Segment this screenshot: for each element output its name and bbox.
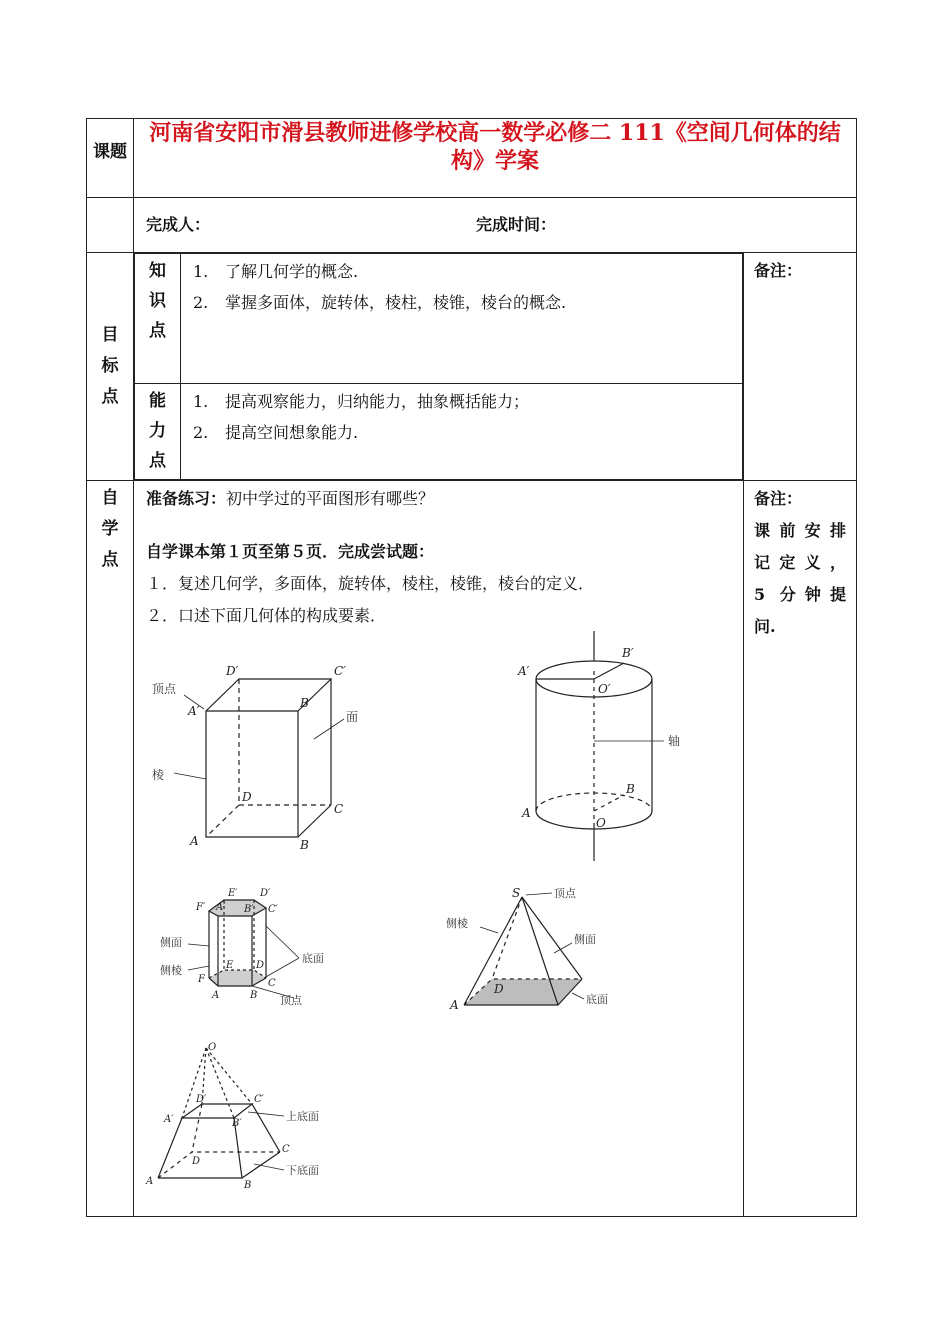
vertex-label: A [522,806,531,820]
part-label: 上底面 [286,1110,319,1123]
vertex-label: B [250,990,258,1001]
part-label: 面 [346,710,359,724]
vertex-label: C [268,978,276,989]
pyramid-figure [434,886,634,1040]
ability-label: 能力点 [135,384,181,480]
vertex-label: B′ [622,646,634,660]
part-label: 侧棱 [160,964,182,977]
assignment-text: 自学课本第１页至第５页．完成尝试题： [146,542,435,561]
self-study-content [134,481,744,1217]
vertex-label: C′ [268,904,278,915]
vertex-label: B′ [300,696,312,710]
part-label: 顶点 [152,682,177,696]
part-label: 侧面 [160,936,182,949]
part-label: 侧面 [574,933,596,946]
part-label: 侧棱 [446,917,468,930]
vertex-label: A′ [216,902,226,913]
part-label: 轴 [668,734,681,748]
vertex-label: C′ [334,664,346,678]
prep-text: 初中学过的平面图形有哪些？ [226,489,435,508]
ability-items [181,384,743,480]
part-label: 顶点 [280,994,302,1007]
vertex-label: B′ [232,1118,242,1129]
vertex-label: A′ [164,1114,174,1125]
completer-label: 完成人： [146,215,211,234]
part-label: 棱 [152,768,165,782]
vertex-label: D′ [226,664,239,678]
self-study-remark: 备注： 课前安排 记定义， 5 分钟提 问. [744,481,857,1217]
prep-label: 准备练习： [146,489,227,508]
vertex-label: C [282,1144,290,1155]
vertex-label: C [334,802,344,816]
vertex-label: D′ [196,1094,207,1105]
list-item: 2. 提高空间想象能力. [193,423,359,442]
vertex-label: O′ [598,682,611,696]
topic-label: 课题 [87,119,134,198]
vertex-label: F [198,974,205,985]
hex-prism-figure [154,886,354,1037]
self-study-label: 自学点 [87,481,134,1217]
objectives-content [134,253,744,481]
vertex-label: B′ [244,904,254,915]
vertex-label: D [256,960,265,971]
vertex-label: F′ [196,902,206,913]
cylinder-figure [504,631,704,872]
vertex-label: B [244,1180,252,1191]
objectives-remark: 备注： [744,253,857,481]
objectives-label: 目标点 [87,253,134,481]
lesson-table [86,118,857,1217]
frustum-figure [144,1042,344,1207]
vertex-label: E′ [228,888,238,899]
part-label: 下底面 [286,1164,319,1177]
page-title: 河南省安阳市滑县教师进修学校高一数学必修二 111《空间几何体的结构》学案 [134,119,857,198]
lesson-sheet [86,118,856,1217]
vertex-label: A′ [188,704,200,718]
completion-time-label: 完成时间： [476,215,557,234]
vertex-label: S [512,886,521,900]
knowledge-label: 知识点 [135,254,181,384]
vertex-label: A [190,834,199,848]
vertex-label: D [494,982,504,996]
vertex-label: B [300,838,309,852]
vertex-label: D′ [260,888,271,899]
list-item: ２．口述下面几何体的构成要素． [146,606,387,625]
part-label: 底面 [586,993,608,1006]
vertex-label: A [212,990,220,1001]
list-item: １．复述几何学，多面体，旋转体，棱柱，棱锥，棱台的定义． [146,574,595,593]
vertex-label: A′ [518,664,530,678]
knowledge-items [181,254,743,384]
part-label: 顶点 [554,887,576,900]
part-label: 底面 [302,952,324,965]
vertex-label: E [226,960,234,971]
list-item: 1. 提高观察能力，归纳能力，抽象概括能力； [193,392,530,411]
vertex-label: D [242,790,252,804]
vertex-label: A [450,998,459,1012]
list-item: 2. 掌握多面体，旋转体，棱柱，棱锥，棱台的概念. [193,293,567,312]
vertex-label: C′ [254,1094,264,1105]
vertex-label: O [596,816,606,830]
vertex-label: O [208,1042,217,1053]
vertex-label: D [192,1156,201,1167]
list-item: 1. 了解几何学的概念. [193,262,359,281]
byline [134,198,857,253]
prism-figure [144,649,374,870]
vertex-label: B [626,782,635,796]
vertex-label: A [146,1176,154,1187]
